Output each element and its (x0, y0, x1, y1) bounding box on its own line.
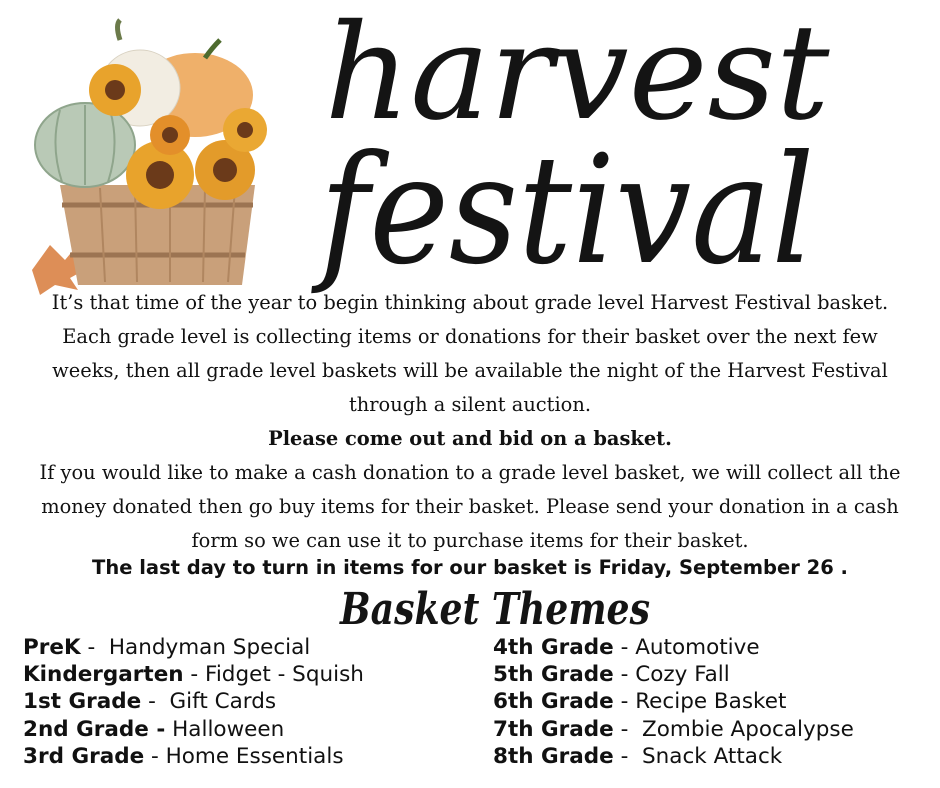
theme-name: Fidget - Squish (205, 662, 364, 688)
intro-paragraph (0, 286, 940, 456)
separator: - (613, 716, 643, 742)
themes-left-column (23, 634, 364, 770)
theme-row (23, 661, 364, 688)
grade-label: 4th Grade (493, 635, 614, 660)
grade-label: PreK (23, 635, 81, 660)
intro-line: It’s that time of the year to begin thinking about grade level Harvest Festival basket. (51, 291, 889, 314)
theme-name: Home Essentials (165, 743, 344, 769)
harvest-basket-illustration (20, 10, 290, 295)
basket-themes-heading (330, 582, 660, 634)
grade-label: 2nd Grade - (23, 716, 166, 742)
theme-name: Automotive (635, 635, 760, 660)
deadline-notice: The last day to turn in items for our basket is Friday, September 26 . (92, 556, 848, 579)
theme-row (493, 634, 854, 661)
theme-name: Halloween (172, 716, 285, 742)
grade-label: 3rd Grade (23, 743, 145, 769)
theme-row (493, 716, 854, 743)
donation-paragraph (0, 456, 940, 558)
themes-right-column (493, 634, 854, 770)
themes-heading-text: Basket Themes (338, 584, 650, 635)
grade-label: Kindergarten (23, 662, 184, 688)
separator: - (613, 662, 636, 688)
theme-name: Handyman Special (108, 635, 311, 660)
theme-row (23, 634, 364, 661)
theme-row (23, 743, 364, 770)
theme-row (23, 716, 364, 743)
intro-line: weeks, then all grade level baskets will be available the night of the Harvest Festival (52, 359, 888, 382)
harvest-festival-title (305, 0, 865, 298)
sunflower-icon (150, 115, 190, 155)
separator: - (183, 662, 206, 688)
theme-name: Recipe Basket (635, 689, 787, 715)
separator: - (80, 635, 109, 660)
theme-name: Cozy Fall (635, 662, 730, 688)
donation-line: money donated then go buy items for their basket. Please send your donation in a cash (41, 495, 899, 518)
title-line-2: festival (310, 124, 815, 298)
intro-line: Each grade level is collecting items or donations for their basket over the next few (62, 325, 878, 348)
theme-name: Zombie Apocalypse (642, 716, 854, 742)
theme-name: Snack Attack (642, 743, 783, 769)
separator: - (144, 743, 166, 769)
separator: - (141, 689, 170, 715)
theme-row (493, 688, 854, 715)
intro-line: through a silent auction. (348, 393, 591, 416)
theme-row (23, 688, 364, 715)
donation-line: form so we can use it to purchase items for their basket. (191, 529, 749, 552)
sunflower-icon (223, 108, 267, 152)
theme-name: Gift Cards (169, 689, 277, 715)
theme-row (493, 743, 854, 770)
grade-label: 7th Grade (493, 716, 614, 742)
theme-row (493, 661, 854, 688)
separator: - (613, 743, 643, 769)
separator: - (613, 635, 636, 660)
donation-line: If you would like to make a cash donation to a grade level basket, we will collect all the (39, 461, 901, 484)
title-line-1: harvest (324, 0, 831, 150)
sunflower-icon (89, 64, 141, 116)
grade-label: 1st Grade (23, 689, 142, 715)
grade-label: 6th Grade (493, 689, 614, 715)
separator: - (613, 689, 636, 715)
grade-label: 5th Grade (493, 662, 614, 688)
grade-label: 8th Grade (493, 743, 614, 769)
bid-line: Please come out and bid on a basket. (268, 427, 672, 450)
